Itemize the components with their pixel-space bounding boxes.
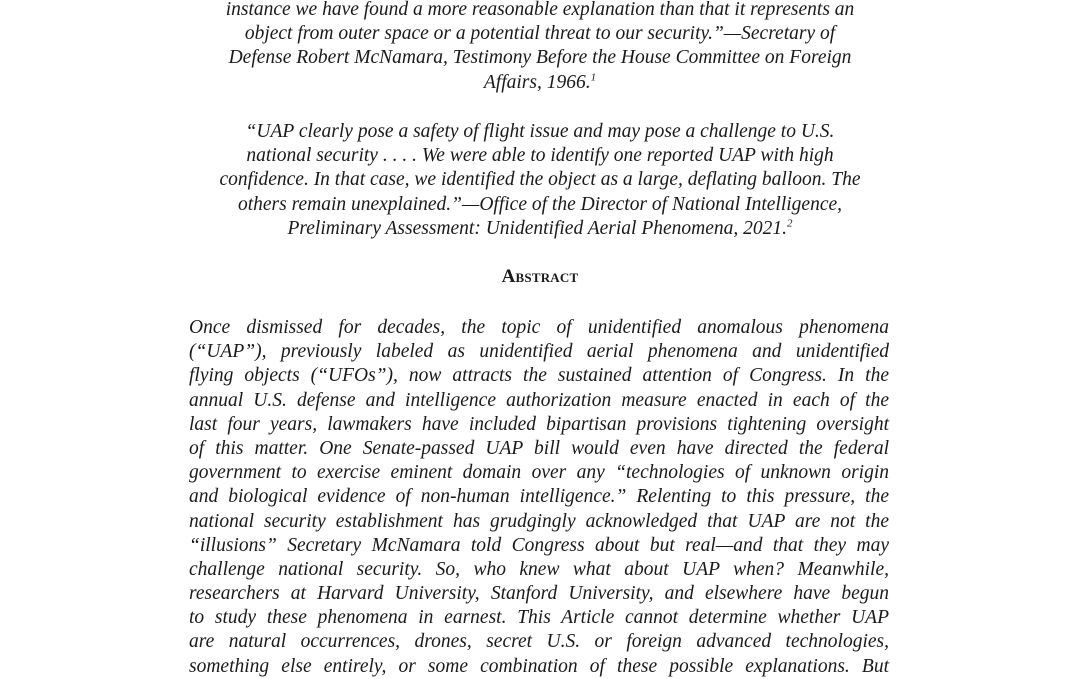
footnote-ref-1[interactable]: 1 [590,71,597,84]
abstract-body [189,316,889,679]
abstract-line: to study these phenomena in earnest. This Article cannot determine whether UAP [189,607,889,629]
epigraph-line: confidence. In that case, we identified the object as a large, deflating balloon. The [219,169,861,191]
epigraph-line-last [186,217,894,241]
abstract-line: government to exercise eminent domain over any “technologies of unknown origin [189,462,889,484]
abstract-line: annual U.S. defense and intelligence authorization measure enacted in each of the [189,389,889,411]
epigraph-line-last [186,71,894,95]
abstract-line: and biological evidence of non-human intelligence.” Relenting to this pressure, the [189,486,889,508]
epigraph-line: “UAP clearly pose a safety of flight issue and may pose a challenge to U.S. [245,121,835,142]
abstract-heading: Abstract [501,266,579,287]
abstract-line: national security establishment has grudgingly acknowledged that UAP are not the [189,510,889,532]
abstract-line: are natural occurrences, drones, secret U.S. or foreign advanced technologies, [189,631,889,653]
abstract-line: of this matter. One Senate-passed UAP bill would even have directed the federal [189,437,889,459]
abstract-line: flying objects (“UFOs”), now attracts the sustained attention of Congress. In the [189,365,889,387]
epigraph-line-text: Affairs, 1966. [483,71,591,93]
abstract-line: challenge national security. So, who knew what about UAP when? Meanwhile, [189,558,889,580]
epigraph-odni [186,120,894,241]
epigraph-line: instance we have found a more reasonable explanation than that it represents an [225,0,855,20]
epigraph-line: others remain unexplained.”—Office of the Director of National Intelligence, [237,193,843,215]
epigraph-line-text: Preliminary Assessment: Unidentified Aerial Phenomena, 2021. [287,217,788,239]
abstract-line: (“UAP”), previously labeled as unidentified aerial phenomena and unidentified [189,341,889,363]
footnote-ref-2[interactable]: 2 [787,217,793,230]
abstract-line: Once dismissed for decades, the topic of unidentified anomalous phenomena [189,317,889,338]
abstract-line: last four years, lawmakers have included bipartisan provisions tightening oversight [189,413,889,435]
epigraph-line: object from outer space or a potential threat to our security.”—Secretary of [244,23,836,45]
epigraph-line: Defense Robert McNamara, Testimony Before the House Committee on Foreign [228,47,852,69]
abstract-line: “illusions” Secretary McNamara told Congress about but real—and that they may [189,534,889,556]
abstract-line: researchers at Harvard University, Stanford University, and elsewhere have begun [189,583,889,605]
epigraph-line: national security . . . . We were able to identify one reported UAP with high [246,145,834,167]
abstract-line: something else entirely, or some combination of these possible explanations. But [189,655,889,677]
epigraph-mcnamara [186,0,894,95]
